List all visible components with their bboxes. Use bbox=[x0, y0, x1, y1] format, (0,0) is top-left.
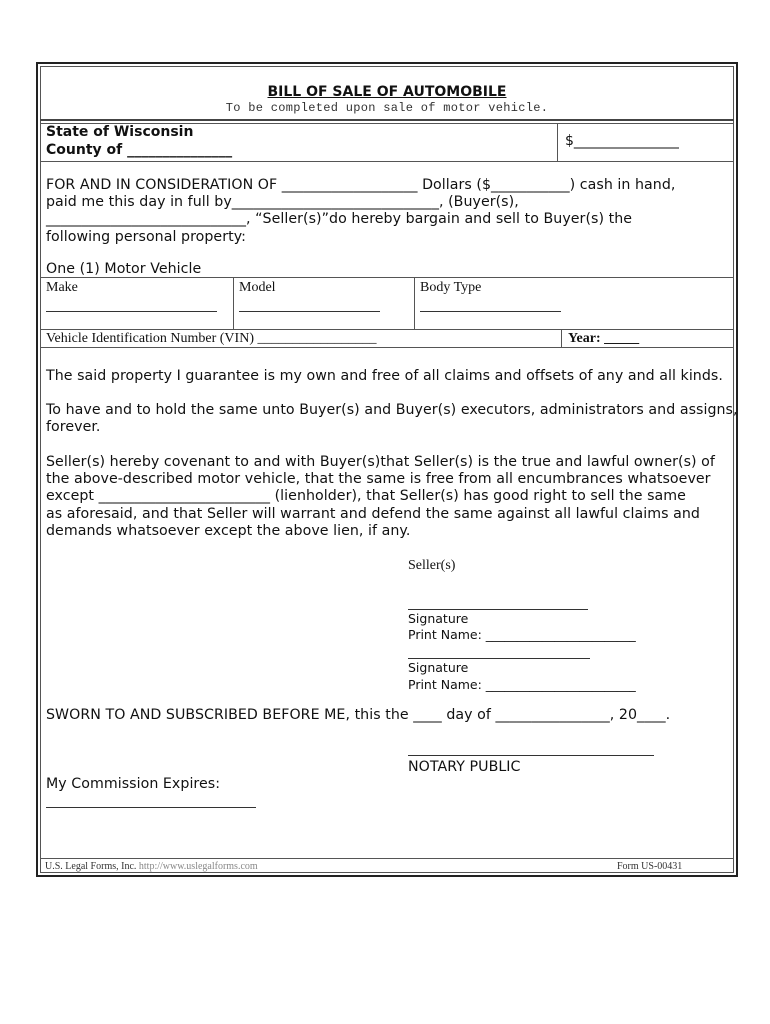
consideration-line-3: ____________________________, “Seller(s)”do hereby bargain and sell to Buyer(s) the bbox=[46, 211, 633, 227]
footer-credit bbox=[45, 861, 258, 872]
signature-line-1[interactable] bbox=[408, 609, 588, 610]
vin-row-bottom bbox=[40, 347, 734, 348]
venue-divider bbox=[557, 123, 558, 161]
model-label: Model bbox=[239, 280, 276, 295]
notary-public-label: NOTARY PUBLIC bbox=[408, 759, 521, 775]
covenant-line-2: the above-described motor vehicle, that the same is free from all encumbrances whatsoever bbox=[46, 471, 711, 487]
vehicle-table-top bbox=[40, 277, 734, 278]
signature-label-1: Signature bbox=[408, 611, 469, 626]
guarantee-clause: The said property I guarantee is my own and free of all claims and offsets of any and all kinds. bbox=[46, 368, 723, 384]
footer-company: U.S. Legal Forms, Inc. bbox=[45, 861, 137, 872]
consideration-line-4: following personal property: bbox=[46, 229, 246, 245]
have-hold-line-2: forever. bbox=[46, 419, 101, 435]
document-subtitle: To be completed upon sale of motor vehicle. bbox=[225, 101, 549, 115]
vehicle-heading: One (1) Motor Vehicle bbox=[46, 261, 202, 277]
venue-county: County of _______________ bbox=[46, 142, 233, 158]
consideration-line-2: paid me this day in full by_____________________________, (Buyer(s), bbox=[46, 194, 519, 210]
header-divider bbox=[40, 119, 734, 121]
venue-state: State of Wisconsin bbox=[46, 124, 194, 140]
footer-form-number: Form US-00431 bbox=[617, 861, 683, 872]
sworn-statement: SWORN TO AND SUBSCRIBED BEFORE ME, this the ____ day of ________________, 20____. bbox=[46, 707, 671, 723]
commission-expires-label: My Commission Expires: bbox=[46, 776, 221, 792]
make-field-line[interactable] bbox=[46, 311, 217, 312]
footer-divider bbox=[40, 858, 734, 859]
vehicle-col-divider-2 bbox=[414, 277, 415, 329]
covenant-line-5: demands whatsoever except the above lien, if any. bbox=[46, 523, 411, 539]
sellers-label: Seller(s) bbox=[408, 558, 456, 573]
signature-label-2: Signature bbox=[408, 660, 469, 675]
covenant-line-1: Seller(s) hereby covenant to and with Buyer(s)that Seller(s) is the true and lawful owner(s) of bbox=[46, 454, 715, 470]
footer-url[interactable]: http://www.uslegalforms.com bbox=[138, 861, 258, 872]
year-label: Year: _____ bbox=[568, 331, 640, 346]
make-label: Make bbox=[46, 280, 78, 295]
model-field-line[interactable] bbox=[239, 311, 380, 312]
notary-signature-line[interactable] bbox=[408, 755, 654, 756]
document-title: BILL OF SALE OF AUTOMOBILE bbox=[267, 84, 507, 100]
print-name-2[interactable]: Print Name: ________________________ bbox=[408, 677, 636, 692]
vin-label: Vehicle Identification Number (VIN) _________________ bbox=[46, 331, 377, 346]
have-hold-line-1: To have and to hold the same unto Buyer(s) and Buyer(s) executors, administrators and assigns, bbox=[46, 402, 738, 418]
vin-year-divider bbox=[561, 329, 562, 347]
print-name-1[interactable]: Print Name: ________________________ bbox=[408, 627, 636, 642]
body-type-field-line[interactable] bbox=[420, 311, 561, 312]
signature-line-2[interactable] bbox=[408, 658, 590, 659]
vin-row-top bbox=[40, 329, 734, 330]
vehicle-col-divider-1 bbox=[233, 277, 234, 329]
body-type-label: Body Type bbox=[420, 280, 482, 295]
venue-amount: $_______________ bbox=[565, 133, 679, 149]
covenant-line-4: as aforesaid, and that Seller will warrant and defend the same against all lawful claims and bbox=[46, 506, 700, 522]
commission-expires-line[interactable] bbox=[46, 807, 256, 808]
consideration-line-1: FOR AND IN CONSIDERATION OF ___________________ Dollars ($___________) cash in hand, bbox=[46, 177, 676, 193]
covenant-line-3: except ________________________ (lienholder), that Seller(s) has good right to sell the same bbox=[46, 488, 686, 504]
venue-bottom-line bbox=[40, 161, 734, 162]
